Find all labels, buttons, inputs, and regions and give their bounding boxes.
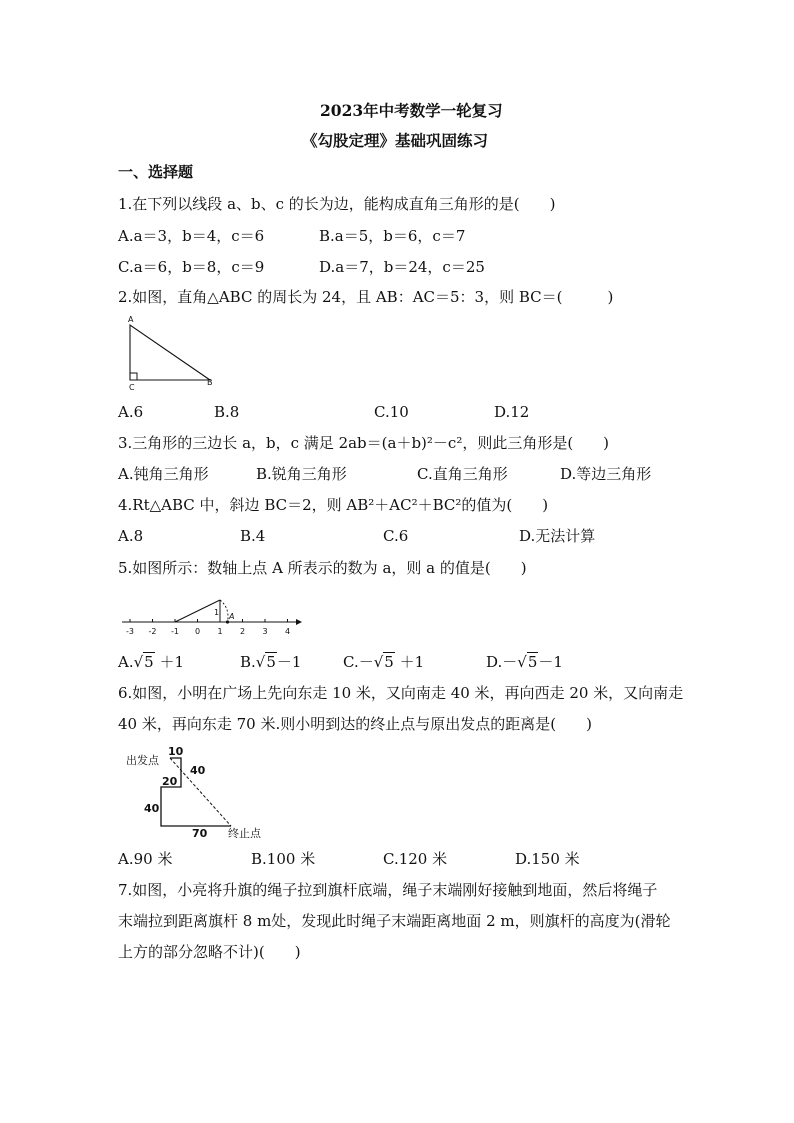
vertex-label-b: B [207,378,213,387]
tick-label-2: 2 [240,627,246,636]
compass-arc [220,600,228,622]
tick-label-1: 1 [217,627,223,636]
question-5-option-b: B.√5－1 [240,653,302,671]
question-4-option-b: B.4 [240,527,266,545]
question-7-stem-line-3: 上方的部分忽略不计)( ) [118,943,301,961]
question-1-option-a: A.a＝3，b＝4，c＝6 [118,227,265,245]
question-2-option-d: D.12 [494,403,530,421]
question-6-stem-line-2: 40 米，再向东走 70 米.则小明到达的终止点与原出发点的距离是( ) [118,715,592,733]
tick-label-0: 0 [195,627,201,636]
section-heading: 一、选择题 [118,163,194,181]
segment-40b-label: 40 [144,802,160,815]
vertex-label-c: C [129,383,135,392]
question-6-option-a: A.90 米 [118,850,173,868]
question-5-stem: 5.如图所示：数轴上点 A 所表示的数为 a，则 a 的值是( ) [118,559,527,577]
question-3-option-d: D.等边三角形 [560,465,652,483]
tick-label-neg3: -3 [126,627,134,636]
triangle-abc [130,325,210,380]
question-4-option-c: C.6 [383,527,409,545]
page-subtitle: 《勾股定理》基础巩固练习 [302,131,489,150]
question-2-option-a: A.6 [118,403,144,421]
segment-40a-label: 40 [190,764,206,777]
tick-label-neg2: -2 [148,627,157,636]
question-5-number-line-figure [118,590,308,640]
question-2-stem: 2.如图，直角△ABC 的周长为 24，且 AB：AC＝5：3，则 BC＝( ) [118,288,614,306]
right-angle-mark [130,373,137,380]
start-label: 出发点 [126,754,159,767]
question-7-stem-line-2: 末端拉到距离旗杆 8 m处，发现此时绳子末端距离地面 2 m，则旗杆的高度为(滑轮 [118,912,671,930]
height-label: 1 [214,608,220,617]
question-5-option-c: C.－√5 ＋1 [343,653,425,671]
question-1-option-c: C.a＝6，b＝8，c＝9 [118,258,265,276]
segment-70-label: 70 [192,827,208,838]
question-5-option-a: A.√5 ＋1 [118,653,185,671]
question-2-option-c: C.10 [374,403,409,421]
question-6-path-figure [124,742,284,838]
question-7-stem-line-1: 7.如图，小亮将升旗的绳子拉到旗杆底端，绳子末端刚好接触到地面，然后将绳子 [118,881,658,899]
segment-20-label: 20 [162,775,178,788]
question-5-option-d: D.－√5－1 [486,653,563,671]
question-6-option-c: C.120 米 [383,850,448,868]
segment-10-label: 10 [168,745,184,758]
question-3-option-c: C.直角三角形 [417,465,508,483]
end-label: 终止点 [228,827,261,838]
tick-label-3: 3 [262,627,268,636]
question-3-option-b: B.锐角三角形 [256,465,347,483]
question-3-option-a: A.钝角三角形 [118,465,209,483]
point-a-label: A [229,612,235,621]
question-6-option-d: D.150 米 [515,850,580,868]
question-4-stem: 4.Rt△ABC 中，斜边 BC＝2，则 AB²＋AC²＋BC²的值为( ) [118,496,549,514]
question-4-option-a: A.8 [118,527,144,545]
question-1-option-d: D.a＝7，b＝24，c＝25 [319,258,485,276]
page-title: 2023年中考数学一轮复习 [320,101,503,120]
question-4-option-d: D.无法计算 [519,527,596,545]
question-2-triangle-figure [120,312,230,392]
question-2-option-b: B.8 [214,403,240,421]
question-3-stem: 3.三角形的三边长 a，b，c 满足 2ab＝(a＋b)²－c²，则此三角形是( ) [118,434,610,452]
tick-label-4: 4 [285,627,291,636]
tick-label-neg1: -1 [171,627,179,636]
question-6-option-b: B.100 米 [251,850,316,868]
question-1-stem: 1.在下列以线段 a、b、c 的长为边，能构成直角三角形的是( ) [118,195,556,213]
vertex-label-a: A [128,315,134,324]
number-line-arrow [296,619,302,625]
question-6-stem-line-1: 6.如图，小明在广场上先向东走 10 米，又向南走 40 米，再向西走 20 米，又向南走 [118,684,684,702]
question-1-option-b: B.a＝5，b＝6，c＝7 [319,227,466,245]
